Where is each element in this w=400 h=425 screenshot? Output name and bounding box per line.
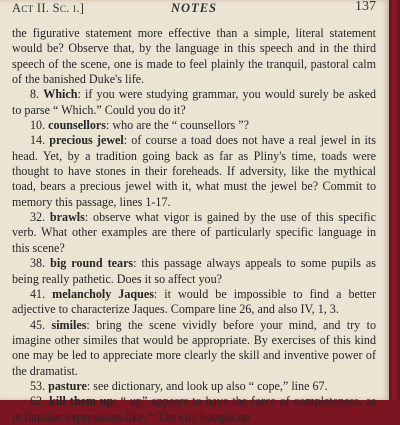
act-scene-label: Act II. Sc. i.] (12, 1, 85, 15)
note-entry (12, 118, 376, 133)
note-text: : “ up” appears to have the force of completeness, as in familiar expressions like, “ The city bought (12, 394, 376, 424)
note-text: : see dictionary, and look up also “ cope,” line 67. (86, 378, 328, 393)
book-cover-edge (389, 0, 400, 400)
note-line-number: 62. (30, 394, 46, 409)
note-text: : it would be impossible to find a better adjective to characterize Jaques. Compare line 26, and also IV, 1, 3. (12, 286, 376, 317)
note-term: counsellors (48, 118, 106, 133)
section-title: NOTES (171, 1, 217, 15)
note-text: : observe what vigor is gained by the use of this specific verb. What other examples are there of particularly specific language in this scene? (12, 210, 376, 255)
note-text: : if you were studying grammar, you would surely be asked to parse “ Which.” Could you do it? (12, 87, 376, 117)
note-text: : who are the “ counsellors ”? (105, 118, 250, 133)
note-term: melancholy Jaques (52, 286, 154, 301)
note-entry (12, 394, 376, 425)
note-text: : this passage always appeals to some pupils as being really pathetic. Does it so affect you? (12, 256, 376, 286)
note-line-number: 45. (30, 317, 46, 332)
running-header (12, 0, 376, 22)
note-entry (12, 87, 376, 118)
note-entry (12, 210, 376, 256)
notes-list (12, 87, 376, 425)
note-entry (12, 133, 376, 210)
note-term: similes (51, 317, 87, 332)
note-text: : of course a toad does not have a real jewel in its head. Yet, by a tradition going back as far as Pliny's time, toads were thought to have stones in their foreheads. If adversity, like the mythical toad, bears a precious jewel with it, what must the jewel be? Commit to memory this passage, lines 1-17. (12, 133, 376, 209)
notes-body (12, 26, 376, 425)
note-entry (12, 318, 376, 379)
note-term: kill them up (49, 394, 114, 409)
note-term: Which (43, 87, 78, 102)
note-line-number: 10. (30, 118, 46, 133)
note-term: pasture (48, 378, 87, 393)
note-term: brawls (49, 210, 85, 225)
note-line-number: 8. (30, 87, 40, 102)
note-line-number: 41. (30, 286, 46, 301)
note-italic-word: up (237, 409, 250, 424)
note-line-number: 32. (30, 210, 46, 225)
note-entry (12, 379, 376, 394)
note-line-number: 38. (30, 256, 46, 271)
page-number: 137 (355, 0, 376, 14)
note-line-number: 53. (30, 378, 46, 393)
note-entry (12, 287, 376, 318)
note-term: precious jewel (49, 133, 124, 148)
note-entry (12, 256, 376, 287)
intro-paragraph: the figurative statement more effective than a simple, literal statement would be? Observe that, by the language in this speech and in the third speech of the scene, one is made to feel plainly the tranquil, pastoral calm of the banished Duke's life. (12, 26, 376, 87)
note-line-number: 14. (30, 133, 46, 148)
note-text: : bring the scene vividly before your mind, and try to imagine other similes that would be appropriate. By exercises of this kind one may be led to appreciate more clearly the skill and inventive power of the dramatist. (12, 317, 376, 378)
note-term: big round tears (50, 256, 134, 271)
